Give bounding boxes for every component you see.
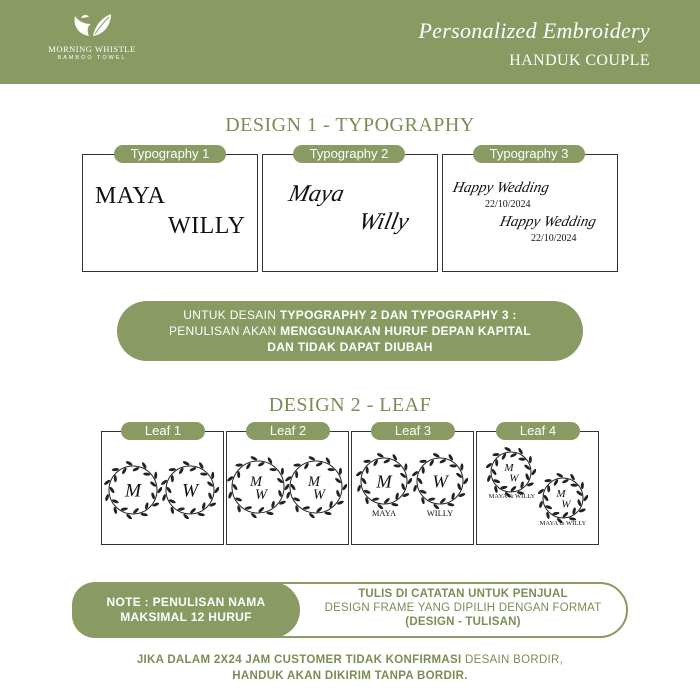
wreath-leaf [114,475,117,482]
wreath-leaf [308,456,316,461]
note-max-letters [72,582,300,638]
note-right-l1: TULIS DI CATATAN UNTUK PENJUAL [358,588,568,600]
leaf-3-name1: MAYA [371,508,397,518]
notice-l1a: UNTUK DESAIN [183,308,280,322]
header-bar [0,0,700,84]
brand-name: MORNING WHISTLE [48,44,136,54]
wreath-leaf [504,447,512,452]
wreath-leaf [162,494,167,502]
typography-1-label: Typography 1 [114,145,226,163]
wreath-leaf [182,461,190,466]
wreath-initial: W [182,480,198,502]
wreath-leaf [417,477,424,485]
leaf-3-wreath-2 [412,453,468,509]
wreath-leaf [166,486,173,494]
design1-title: DESIGN 1 - TYPOGRAPHY [225,114,475,136]
leaf-4-label: Leaf 4 [496,422,580,440]
wreath-leaf [495,459,498,466]
wreath-leaf [171,475,174,482]
leaf-3-name2: WILLY [426,508,454,518]
typography-2-label: Typography 2 [293,145,405,163]
leaf-2-wreath-1 [227,456,289,518]
wreath-leaf [286,491,291,499]
notice-l1b: TYPOGRAPHY 2 DAN TYPOGRAPHY 3 : [279,308,517,322]
wreath-leaf [412,484,417,492]
leaf-3-label: Leaf 3 [371,422,455,440]
notice-l2b: MENGGUNAKAN HURUF DEPAN KAPITAL [280,324,532,338]
wreath-leaf [125,461,133,466]
typography-3-line1: Happy Wedding [451,180,551,196]
footer-warning [0,652,700,684]
wreath-leaf [491,468,498,476]
wreath-leaf [140,512,148,516]
leaf-1-label: Leaf 1 [121,422,205,440]
wreath-leaf [447,503,455,507]
leaf-1-wreath-1 [104,461,162,519]
notice-l3: DAN TIDAK DAPAT DIUBAH [267,340,433,354]
typography-3-line2: Happy Wedding [498,214,598,230]
wreath-leaf [432,453,440,458]
wreath-leaf [228,491,233,499]
page-subtitle: HANDUK COUPLE [509,52,650,69]
wreath-leaf [538,501,543,509]
typography-2-card[interactable] [262,154,438,272]
footer-l1b: DESAIN BORDIR, [461,654,564,666]
note-right-l3: (DESIGN - TULISAN) [405,616,521,628]
wreath-initial-top: M [504,462,514,474]
wreath-leaf [422,467,425,474]
notice-l2a: PENULISAN AKAN [168,324,281,338]
page-title: Personalized Embroidery [418,18,650,43]
footer-l1a: JIKA DALAM 2X24 JAM CUSTOMER TIDAK KONFIRMASI [136,654,462,666]
wreath-leaf [391,503,399,507]
typography-1-name1: MAYA [95,183,166,209]
wreath-leaf [556,473,564,478]
wreath-leaf [237,471,240,478]
leaf-2-label: Leaf 2 [246,422,330,440]
leaf-1-wreath-2 [161,461,219,519]
capital-letter-notice [117,301,583,361]
wreath-initial: M [376,471,392,492]
leaf-4-caption2: MAYA & WILLY [539,520,587,527]
wreath-leaf [529,456,532,463]
typography-1-card[interactable] [82,154,258,272]
wreath-leaf [342,483,347,491]
wreath-leaf [232,483,239,491]
typography-2-name1: Maya [286,181,347,207]
note-left-l2: MAKSIMAL 12 HURUF [120,610,252,624]
wreath-initial: M [125,480,141,502]
brand-logo [42,10,142,76]
typography-3-date1: 22/10/2024 [485,199,531,210]
wreath-leaf [366,467,369,474]
wreath-initial-top: M [556,488,566,500]
wreath-leaf [295,471,298,478]
wreath-leaf [361,477,368,485]
wreath-leaf [356,484,361,492]
wreath-leaf [281,468,284,475]
bird-leaf-logo-icon [67,10,117,40]
wreath-leaf [211,472,214,479]
typography-3-card[interactable] [442,154,618,272]
wreath-leaf [581,482,584,489]
typography-3-label: Typography 3 [473,145,585,163]
wreath-leaf [531,468,536,476]
leaf-4-caption1: MAYA & WILLY [488,493,536,500]
wreath-leaf [543,494,550,502]
wreath-initial-top: M [250,474,262,490]
note-right-l2: DESIGN FRAME YANG DIPILIH DENGAN FORMAT [324,602,602,614]
wreath-leaf [250,456,258,461]
wreath-leaf [105,494,110,502]
wreath-initial-top: M [308,474,320,490]
wreath-leaf [376,453,384,458]
wreath-leaf [214,486,219,494]
wreath-initial-bottom: W [313,487,325,504]
wreath-leaf [460,463,463,470]
wreath-leaf [109,486,116,494]
design2-title: DESIGN 2 - LEAF [268,394,432,416]
wreath-initial-bottom: W [509,472,519,485]
note-left-l1: NOTE : PENULISAN NAMA [106,595,266,609]
leaf-2-wreath-2 [285,456,347,518]
wreath-leaf [324,511,332,515]
footer-l2: HANDUK AKAN DIKIRIM TANPA BORDIR. [232,670,468,682]
typography-1-name2: WILLY [168,213,246,239]
wreath-leaf [154,472,157,479]
leaf-3-wreath-1 [356,453,412,509]
leaf-4-wreath-2 [538,473,588,523]
wreath-leaf [583,494,588,502]
wreath-initial-bottom: W [561,498,571,511]
wreath-leaf [197,512,205,516]
wreath-leaf [290,483,297,491]
wreath-initial-bottom: W [255,487,267,504]
wreath-leaf [463,477,468,485]
typography-3-date2: 22/10/2024 [531,233,577,244]
wreath-leaf [339,468,342,475]
wreath-leaf [486,475,491,483]
brand-sub: BAMBOO TOWEL [57,55,127,61]
wreath-leaf [266,511,274,515]
typography-2-name2: Willy [356,209,412,235]
leaf-4-wreath-1 [486,447,536,497]
wreath-leaf [404,463,407,470]
note-instructions [302,587,624,629]
wreath-initial: W [432,471,448,492]
wreath-leaf [547,485,550,492]
